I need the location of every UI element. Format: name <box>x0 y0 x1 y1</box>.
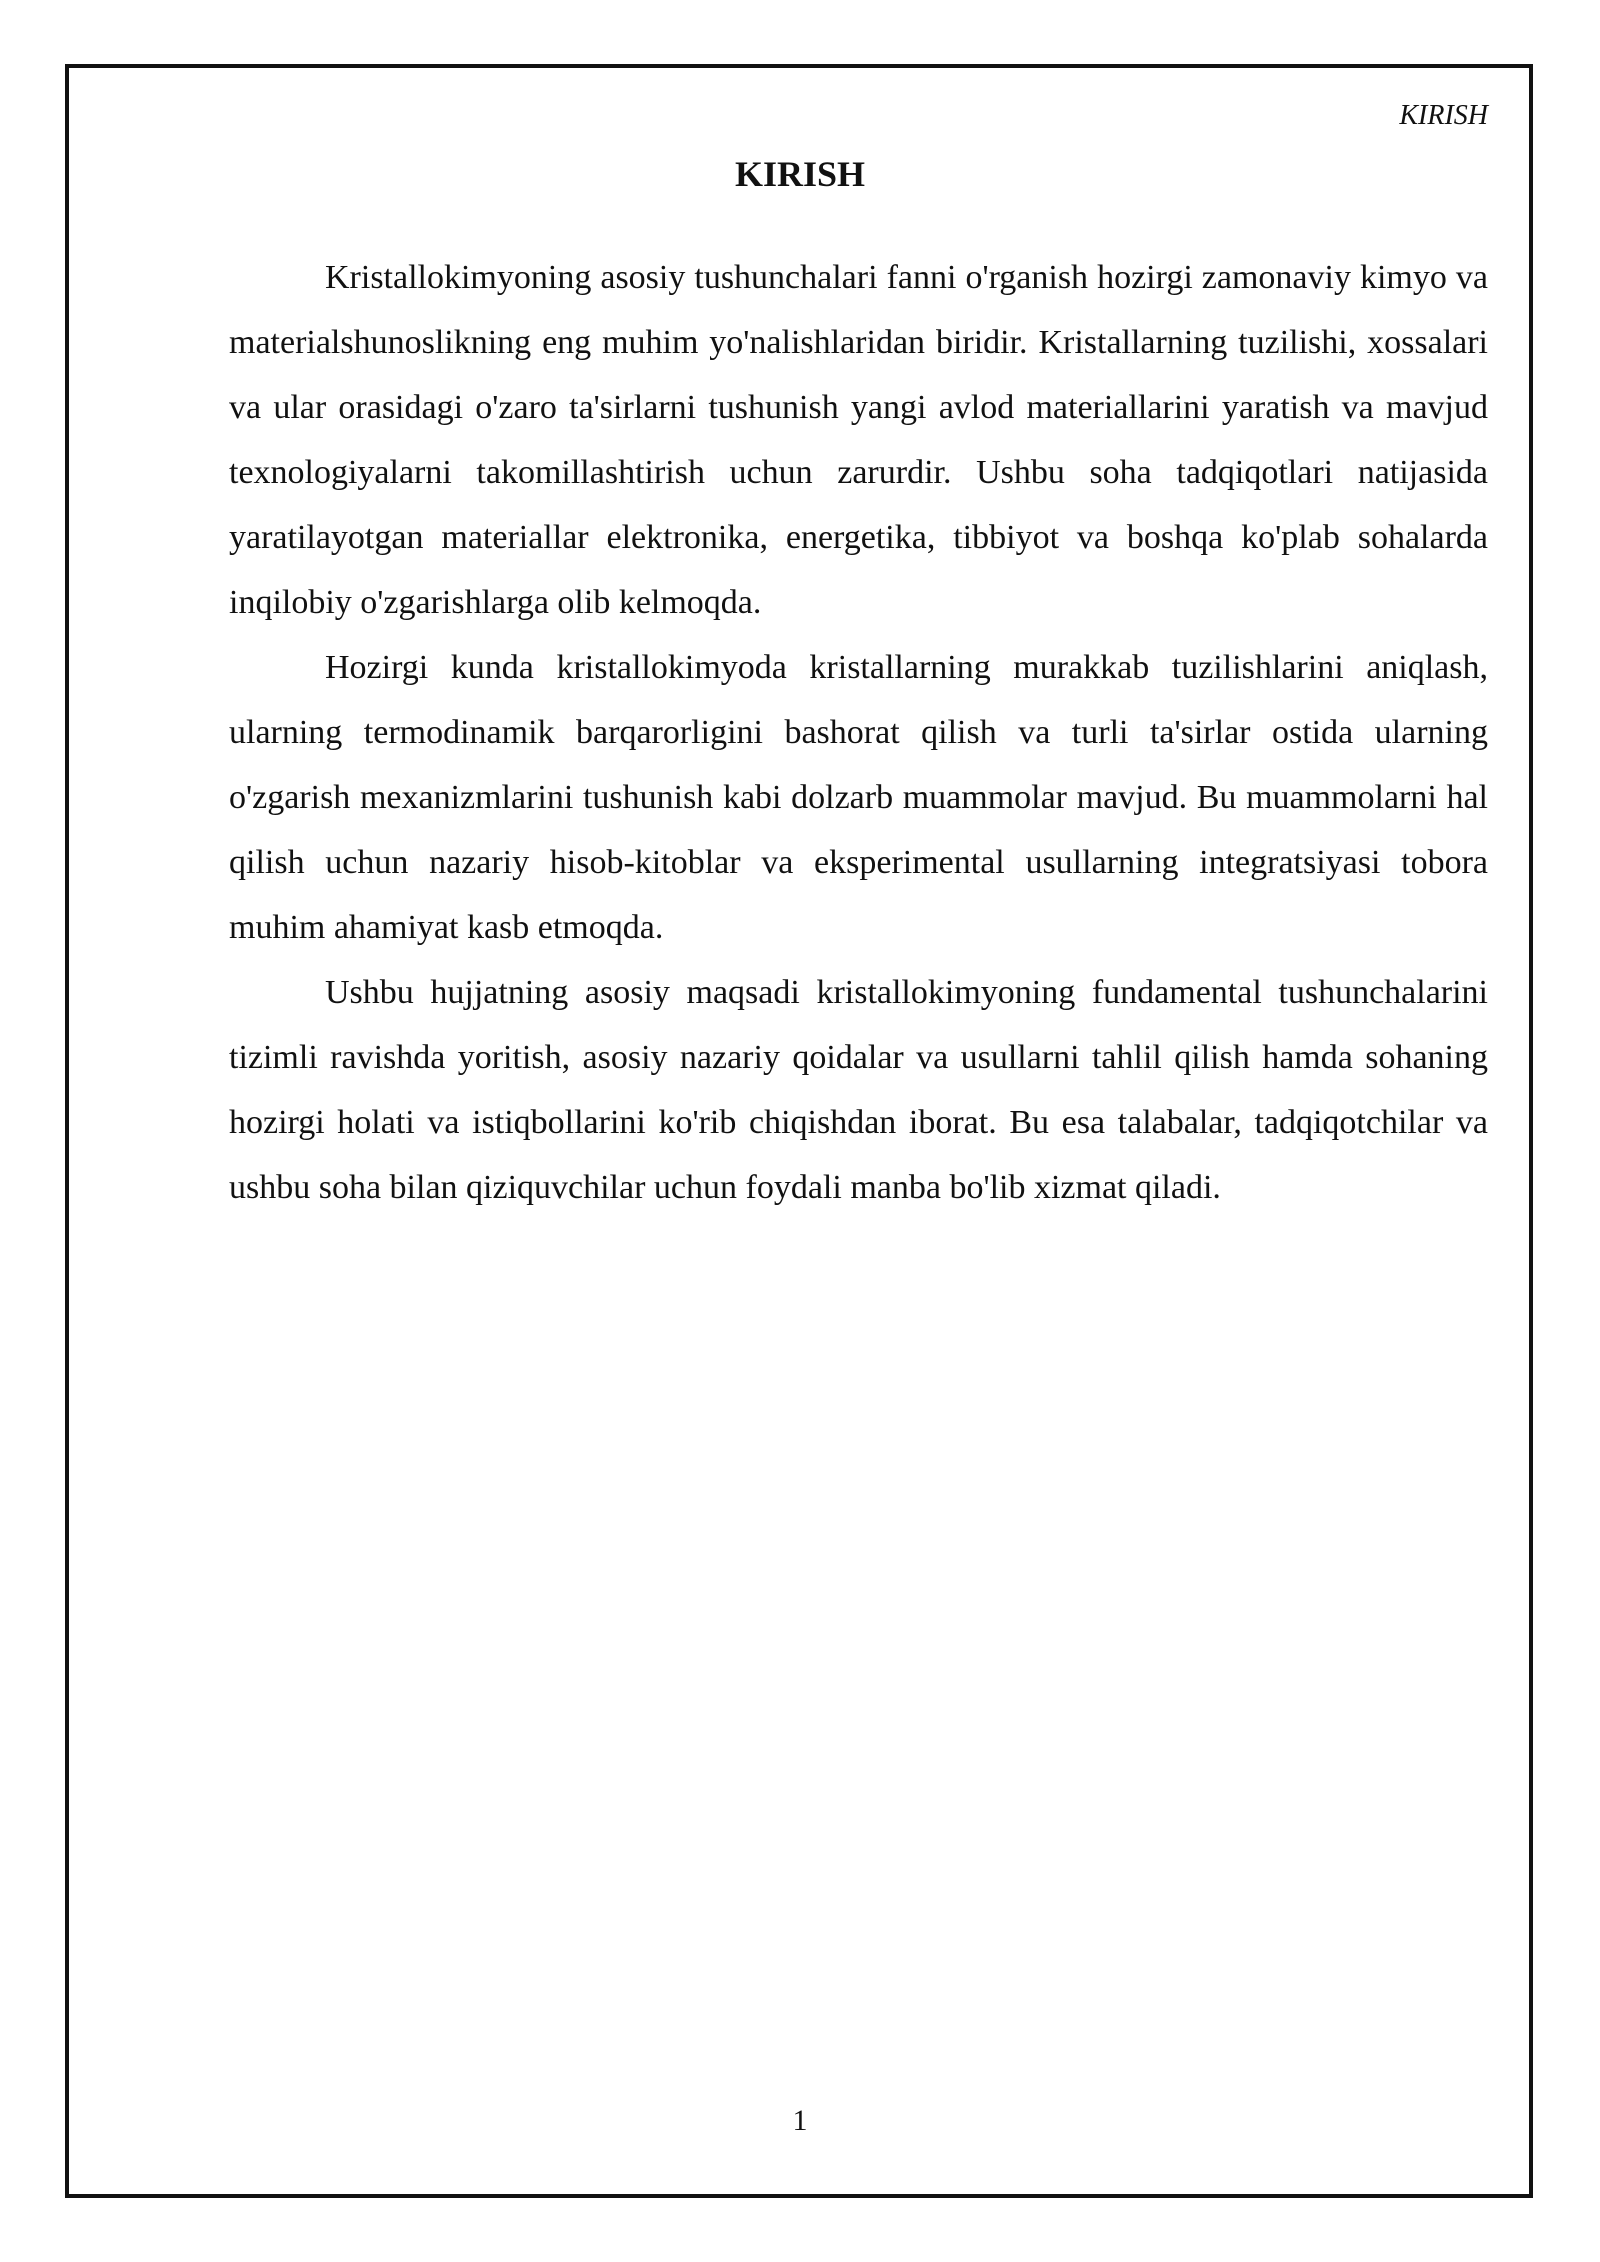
page-title: KIRISH <box>734 154 866 194</box>
body-text <box>229 245 1488 1220</box>
paragraph-3: Ushbu hujjatning asosiy maqsadi kristallokimyoning fundamental tushunchalarini tizimli ravishda yoritish, asosiy nazariy qoidalar va usullarni tahlil qilish hamda sohaning hozirgi holati va istiqbollarini ko'rib chiqishdan iborat. Bu esa talabalar, tadqiqotchilar va ushbu soha bilan qiziquvchilar uchun foydali manba bo'lib xizmat qiladi. <box>229 974 1488 1206</box>
paragraph-2: Hozirgi kunda kristallokimyoda kristallarning murakkab tuzilishlarini aniqlash, ularning termodinamik barqarorligini bashorat qilish va turli ta'sirlar ostida ularning o'zgarish mexanizmlarini tushunish kabi dolzarb muammolar mavjud. Bu muammolarni hal qilish uchun nazariy hisob-kitoblar va eksperimental usullarning integratsiyasi tobora muhim ahamiyat kasb etmoqda. <box>229 649 1488 946</box>
running-header: KIRISH <box>1399 100 1488 131</box>
page-number: 1 <box>792 2104 808 2137</box>
paragraph-1: Kristallokimyoning asosiy tushunchalari fanni o'rganish hozirgi zamonaviy kimyo va materialshunoslikning eng muhim yo'nalishlaridan biridir. Kristallarning tuzilishi, xossalari va ular orasidagi o'zaro ta'sirlarni tushunish yangi avlod materiallarini yaratish va mavjud texnologiyalarni takomillashtirish uchun zarurdir. Ushbu soha tadqiqotlari natijasida yaratilayotgan materiallar elektronika, energetika, tibbiyot va boshqa ko'plab sohalarda inqilobiy o'zgarishlarga olib kelmoqda. <box>229 259 1488 621</box>
